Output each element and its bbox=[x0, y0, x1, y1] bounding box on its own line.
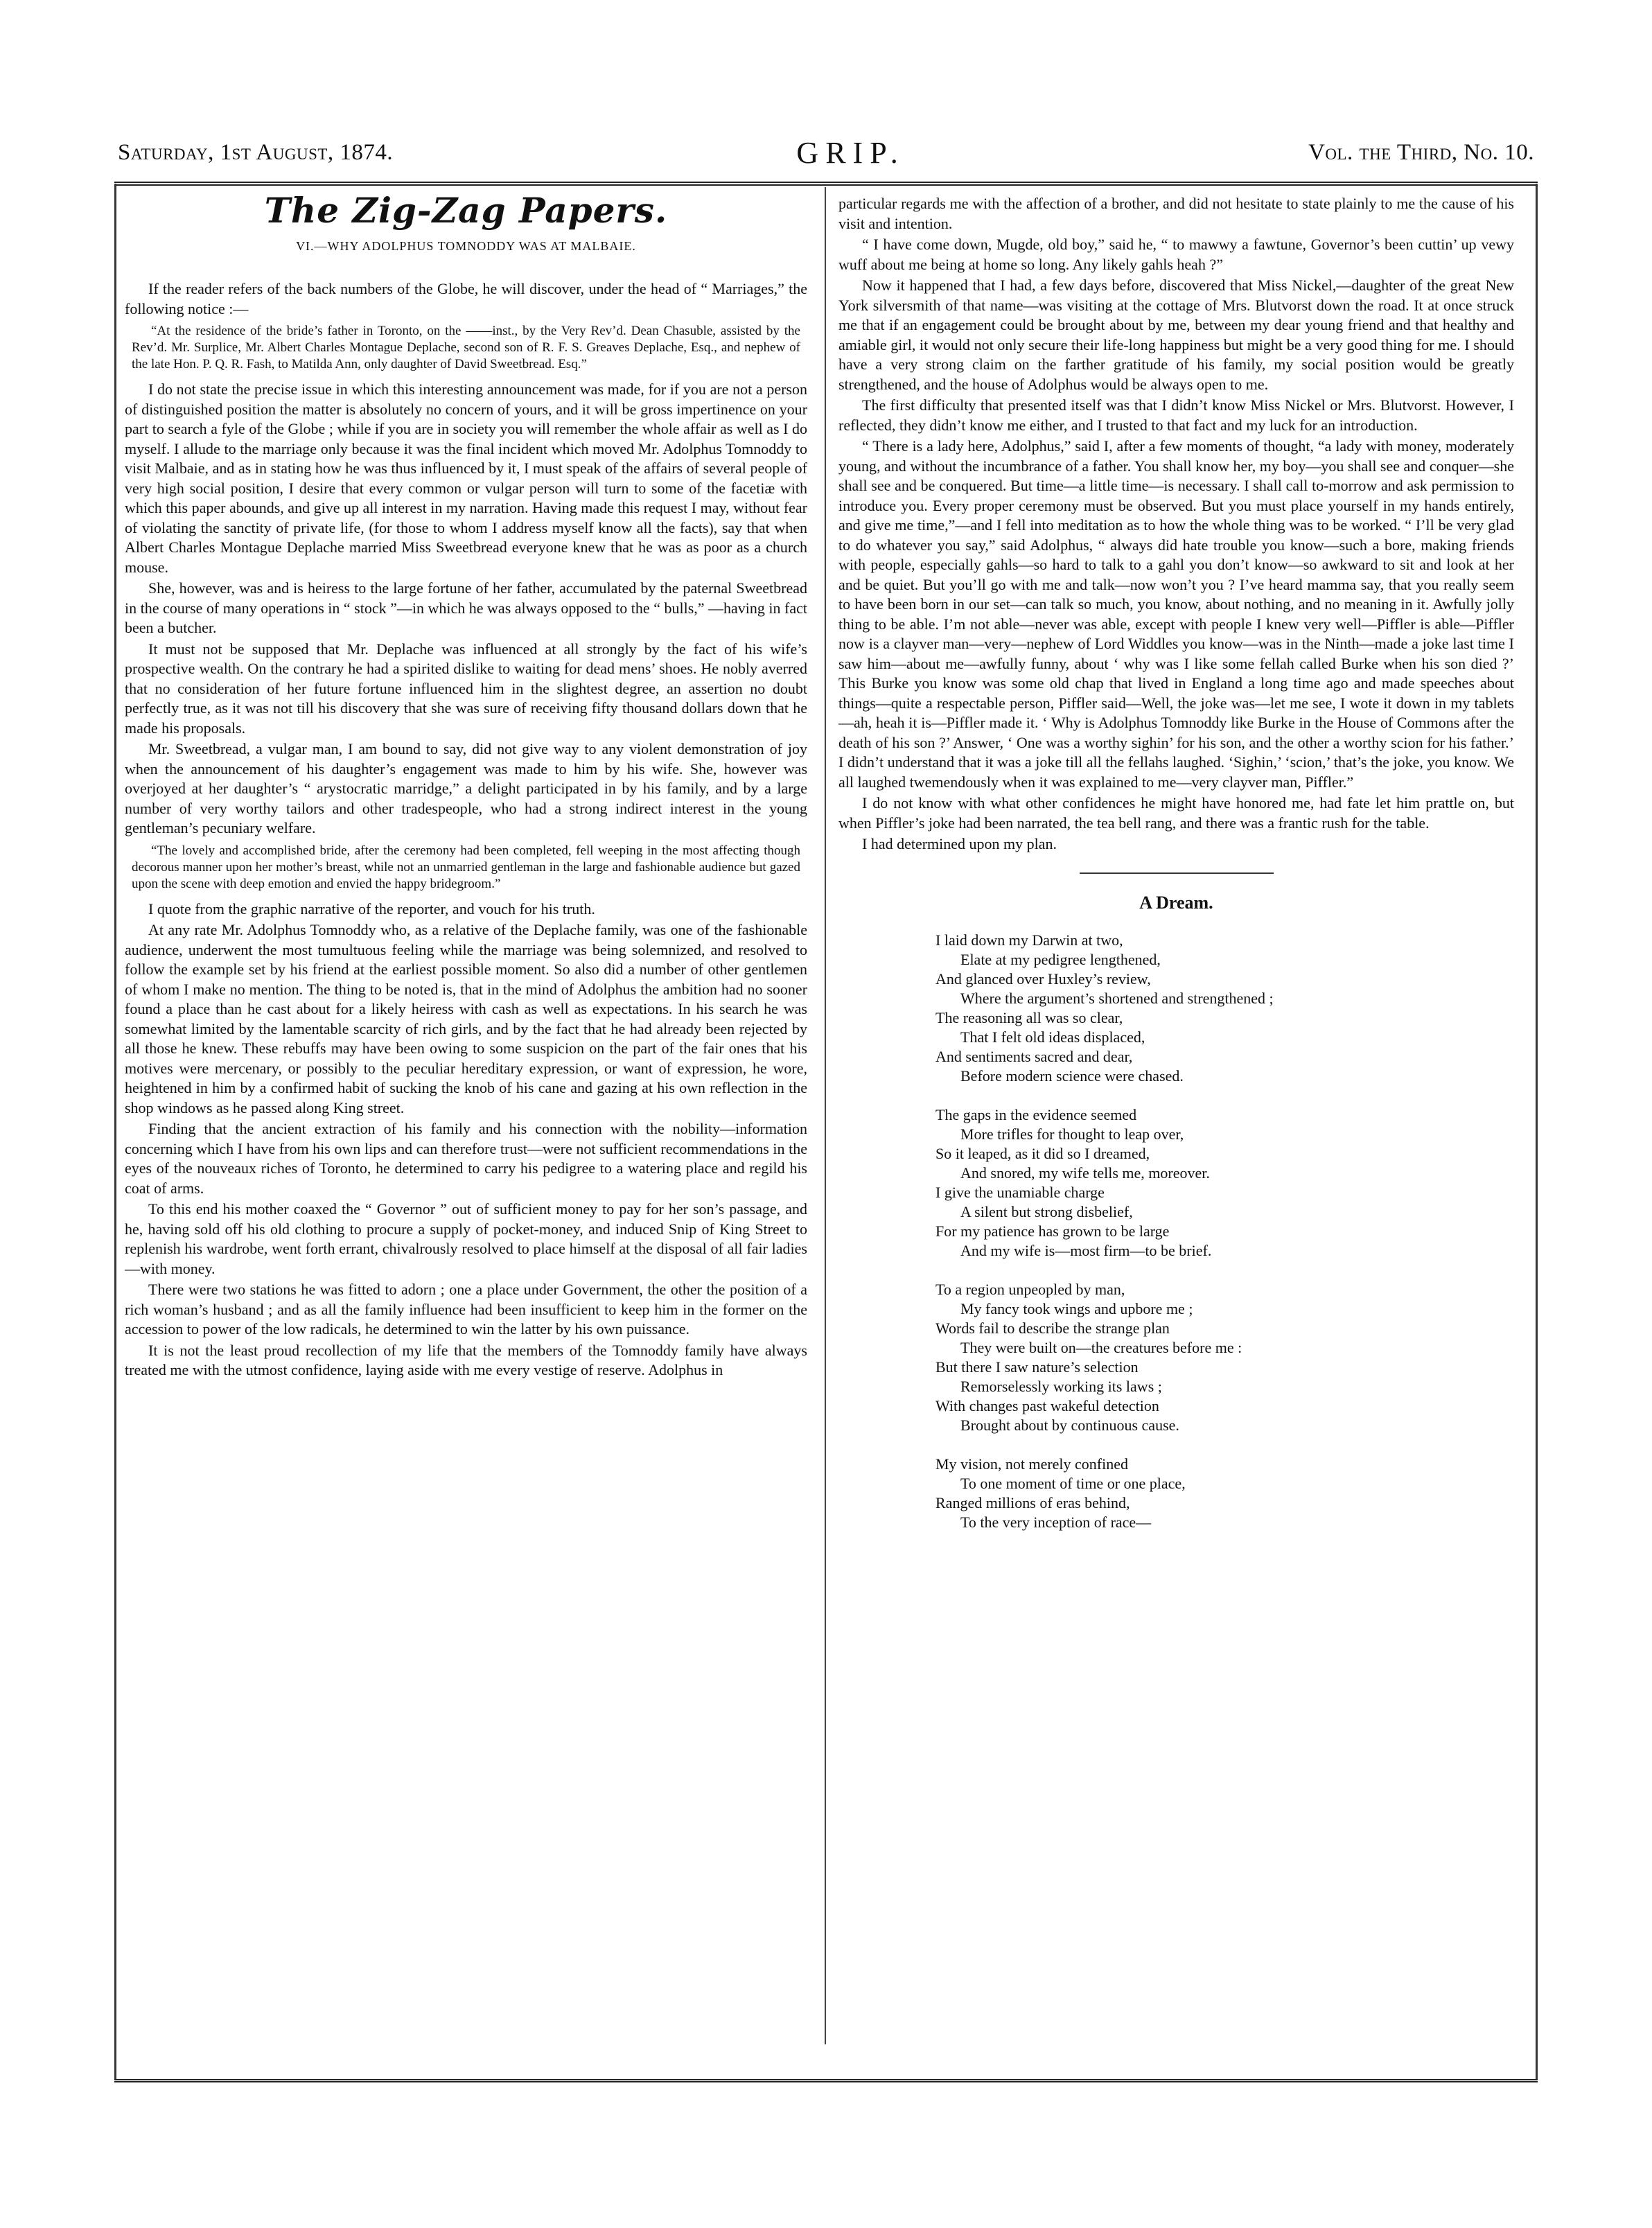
article-paragraph: Mr. Sweetbread, a vulgar man, I am bound to say, did not give way to any violent demonstration of joy when the announcement of his daughter’s engagement was made to him by his wife. She, however was overjoyed at her daughter’s “ arystocratic marridge,” a delight participated in by his family, and by a large number of very worthy tailors and other tradespeople, who had a strong indirect interest in the young gentleman’s pecuniary welfare. bbox=[125, 740, 807, 836]
poem-line: And snored, my wife tells me, moreover. bbox=[960, 1164, 1210, 1182]
article-title: The Zig-Zag Papers. bbox=[264, 190, 668, 231]
issue-date: Saturday, 1st August, 1874. bbox=[118, 139, 394, 165]
article-paragraph: Finding that the ancient extraction of his family and his connection with the nobility—information concerning which I have from his own lips and can therefore trust—were not sufficient recommendations in the eyes of the nouveaux riches of Toronto, he determined to carry his pedigree to a watering place and regild his coat of arms. bbox=[125, 1120, 807, 1197]
article-paragraph: There were two stations he was fitted to adorn ; one a place under Government, the other the position of a rich woman’s husband ; and as all the family influence had been insufficient to keep him in the former on the accession to power of the low radicals, he determined to win the latter by his own puissance. bbox=[125, 1281, 807, 1337]
poem-line: And sentiments sacred and dear, bbox=[935, 1048, 1133, 1065]
section-separator bbox=[1080, 872, 1274, 874]
poem-stanza bbox=[935, 1455, 1514, 1532]
article-paragraph: particular regards me with the affection of a brother, and did not hesitate to state plainly to me the cause of his visit and intention. bbox=[838, 195, 1514, 232]
volume-number: Vol. the Third, No. 10. bbox=[1308, 139, 1534, 165]
poem-stanza bbox=[935, 931, 1514, 1086]
poem-line: And glanced over Huxley’s review, bbox=[935, 970, 1151, 988]
page-frame-left bbox=[114, 184, 116, 2079]
poem-line: The gaps in the evidence seemed bbox=[935, 1106, 1137, 1123]
left-column bbox=[125, 190, 807, 1382]
poem-line: They were built on—the creatures before me : bbox=[960, 1339, 1242, 1356]
article-paragraph: “ I have come down, Mugde, old boy,” said he, “ to mawwy a fawtune, Governor’s been cuttin’ up vewy wuff about me being at home so long. Any likely gahls heah ?” bbox=[838, 236, 1514, 273]
poem-line: Ranged millions of eras behind, bbox=[935, 1494, 1130, 1511]
page-frame-right bbox=[1536, 184, 1538, 2079]
poem-line: For my patience has grown to be large bbox=[935, 1222, 1170, 1240]
poem-line: But there I saw nature’s selection bbox=[935, 1358, 1139, 1376]
article-paragraph: It is not the least proud recollection of my life that the members of the Tomnoddy family have always treated me with the utmost confidence, laying aside with me every vestige of reserve. Adolphus in bbox=[125, 1341, 807, 1378]
poem-line: Elate at my pedigree lengthened, bbox=[960, 951, 1161, 968]
article-paragraph: I quote from the graphic narrative of the reporter, and vouch for his truth. bbox=[148, 900, 595, 918]
article-paragraph: At any rate Mr. Adolphus Tomnoddy who, as a relative of the Deplache family, was one of the fashionable audience, underwent the most tumultuous feeling while the marriage was being solemnized, and resolved to follow the example set by his friend at the earliest possible moment. So also did a number of other gentlemen of whom I make no mention. The thing to be noted is, that in the mind of Adolphus the ambition had no sooner found a place than he cast about for a likely heiress with cash as well as expectations. In his search he was somewhat limited by the lamentable scarcity of rich girls, and by the fact that he had already been rejected by all those he knew. These rebuffs may have been owing to some suspicion on the part of the fair ones that his motives were mercenary, or possibly to the peculiar hereditary expression, or want of expression, he wore, heightened in him by a confirmed habit of sucking the knob of his cane and gazing at his own reflection in the shop windows as he passed along King street. bbox=[125, 921, 807, 1116]
poem-line: More trifles for thought to leap over, bbox=[960, 1125, 1184, 1143]
poem-line: To the very inception of race— bbox=[960, 1514, 1152, 1531]
article-paragraph: “ There is a lady here, Adolphus,” said I, after a few moments of thought, “a lady with money, moderately young, and without the incumbrance of a father. You shall know her, my boy—you shall see and conquer—she shall see and be conquered. But time—a little time—is necessary. I shall call to-morrow and ask permission to introduce you. Every proper ceremony must be observed. But you must place yourself in my hands entirely, and give me time,”—and I fell into meditation as to how the whole thing was to be worked. “ I’ll be very glad to do whatever you say,” said Adolphus, “ always did hate trouble you know—such a bore, making friends with people, especially gahls—so hard to talk to a gahl you don’t know—so awkward to sit and look at her and be quiet. But you’ll go with me and talk—now won’t you ? I’ve heard mamma say, that you really seem to have been born in our set—can talk so much, you know, about nothing, and no meaning in it. Awfully jolly thing to be able. I’m not able—never was able, except with people I knew very well—Piffler is able—Piffler now is a clayver man—very—nephew of Lord Widdles you know—was in the Ninth—made a joke last time I saw him—about me—awfully funny, about ‘ why was I like some fellah called Burke when his son died ?’ This Burke you know was some old chap that lived in England a long time ago and made speeches about things—quite a respectable person, Piffler said—Well, the joke was—let me see, I wote it down in my tablets—ah, heah it is—Piffler made it. ‘ Why is Adolphus Tomnoddy like Burke in the House of Commons after the death of his son ?’ Answer, ‘ One was a worthy sighin’ for his son, and the other a worthy scion for his father.’ I didn’t understand that it was a joke till all the fellahs laughed. ‘Sighin,’ ‘scion,’ that’s the joke, you know. We all laughed twemendously when it was explained to me—very clayver man, Piffler.” bbox=[838, 437, 1514, 791]
poem-line: That I felt old ideas displaced, bbox=[960, 1028, 1145, 1046]
poem-stanza bbox=[935, 1105, 1514, 1261]
poem-line: Remorselessly working its laws ; bbox=[960, 1378, 1162, 1395]
poem-title: A Dream. bbox=[1139, 892, 1213, 913]
poem-line: So it leaped, as it did so I dreamed, bbox=[935, 1145, 1150, 1162]
article-paragraph: The first difficulty that presented itself was that I didn’t know Miss Nickel or Mrs. Blutvorst. However, I reflected, they didn’t know me either, and I trusted to that fact and my luck for an introduction. bbox=[838, 396, 1514, 434]
header-rule bbox=[114, 182, 1538, 186]
column-divider bbox=[825, 187, 826, 2044]
right-column bbox=[838, 194, 1514, 1552]
article-paragraph: She, however, was and is heiress to the large fortune of her father, accumulated by the paternal Sweetbread in the course of many operations in “ stock ”—in which he was always opposed to the “ bulls,” —having in fact been a butcher. bbox=[125, 579, 807, 636]
reporter-quote: “The lovely and accomplished bride, after the ceremony had been completed, fell weeping in the most affecting though decorous manner upon her mother’s breast, while not an unmarried gentleman in the large and fashionable audience but gazed upon the scene with deep emotion and envied the happy bridegroom.” bbox=[132, 843, 800, 891]
poem-line: To one moment of time or one place, bbox=[960, 1475, 1186, 1492]
article-paragraph: To this end his mother coaxed the “ Governor ” out of sufficient money to pay for her son’s passage, and he, having sold off his old clothing to procure a supply of pocket-money, and induced Snip of King Street to replenish his wardrobe, went forth errant, chivalrously resolved to place himself at the disposal of all fair ladies—with money. bbox=[125, 1200, 807, 1277]
footer-rule bbox=[114, 2079, 1538, 2082]
poem-line: Brought about by continuous cause. bbox=[960, 1416, 1179, 1434]
poem-line: My vision, not merely confined bbox=[935, 1455, 1129, 1473]
poem-line: I give the unamiable charge bbox=[935, 1184, 1105, 1201]
article-paragraph: I do not state the precise issue in which this interesting announcement was made, for if you are not a person of distinguished position the matter is absolutely no concern of yours, and it will be gross impertinence on your part to search a fyle of the Globe ; while if you are in society you will remember the whole affair as well as I do myself. I allude to the marriage only because it was the final incident which moved Mr. Adolphus Tomnoddy to visit Malbaie, and as in stating how he was thus influenced by it, I must speak of the affairs of several people of very high social position, I desire that every common or vulgar person will turn to some of the facetiæ with which this paper abounds, and give up all interest in my narration. Having made this request I may, without fear of violating the sanctity of private life, (for those to whom I address myself know all the facts), say that when Albert Charles Montague Deplache married Miss Sweetbread everyone knew that he was as poor as a church mouse. bbox=[125, 380, 807, 576]
poem-line: And my wife is—most firm—to be brief. bbox=[960, 1242, 1212, 1259]
poem-line: With changes past wakeful detection bbox=[935, 1397, 1159, 1414]
poem-line: The reasoning all was so clear, bbox=[935, 1009, 1123, 1026]
page-header bbox=[118, 128, 1534, 177]
masthead: GRIP. bbox=[796, 135, 905, 170]
article-paragraph: If the reader refers of the back numbers of the Globe, he will discover, under the head of “ Marriages,” the following notice :— bbox=[125, 280, 807, 317]
poem-stanza bbox=[935, 1280, 1514, 1435]
poem-line: Where the argument’s shortened and strengthened ; bbox=[960, 990, 1274, 1007]
marriage-notice-quote: “At the residence of the bride’s father in Toronto, on the ——inst., by the Very Rev’d. Dean Chasuble, assisted by the Rev’d. Mr. Surplice, Mr. Albert Charles Montague Deplache, second son of R. F. S. Greaves Deplache, Esq., and nephew of the late Hon. P. Q. R. Fash, to Matilda Ann, only daughter of David Sweetbread. Esq.” bbox=[132, 324, 800, 371]
article-paragraph: Now it happened that I had, a few days before, discovered that Miss Nickel,—daughter of the great New York silversmith of that name—was visiting at the cottage of Mrs. Blutvorst down the road. It at once struck me that if an engagement could be brought about by me, between my dear young friend and that healthy and amiable girl, it would not only secure their life-long happiness but might be a very good thing for me. I should have a very strong claim on the farther gratitude of his family, my social position would be greatly strengthened, and the house of Adolphus would be always open to me. bbox=[838, 277, 1514, 393]
article-paragraph: It must not be supposed that Mr. Deplache was influenced at all strongly by the fact of his wife’s prospective wealth. On the contrary he had a spirited dislike to waiting for dead mens’ shoes. He nobly averred that no consideration of her future fortune influenced him in the slightest degree, an assertion no doubt perfectly true, as it was not till his discovery that she was sure of receiving fifty thousand dollars down that he made his proposals. bbox=[125, 640, 807, 737]
poem-line: Before modern science were chased. bbox=[960, 1067, 1184, 1085]
poem-line: A silent but strong disbelief, bbox=[960, 1203, 1133, 1220]
poem-line: I laid down my Darwin at two, bbox=[935, 931, 1123, 949]
article-paragraph: I had determined upon my plan. bbox=[862, 835, 1057, 852]
poem bbox=[935, 931, 1514, 1532]
poem-line: To a region unpeopled by man, bbox=[935, 1281, 1125, 1298]
poem-line: My fancy took wings and upbore me ; bbox=[960, 1300, 1193, 1317]
article-subtitle: VI.—WHY ADOLPHUS TOMNODDY WAS AT MALBAIE. bbox=[296, 238, 636, 253]
poem-line: Words fail to describe the strange plan bbox=[935, 1319, 1170, 1337]
article-paragraph: I do not know with what other confidences he might have honored me, had fate let him prattle on, but when Piffler’s joke had been narrated, the tea bell rang, and there was a frantic rush for the table. bbox=[838, 794, 1514, 832]
